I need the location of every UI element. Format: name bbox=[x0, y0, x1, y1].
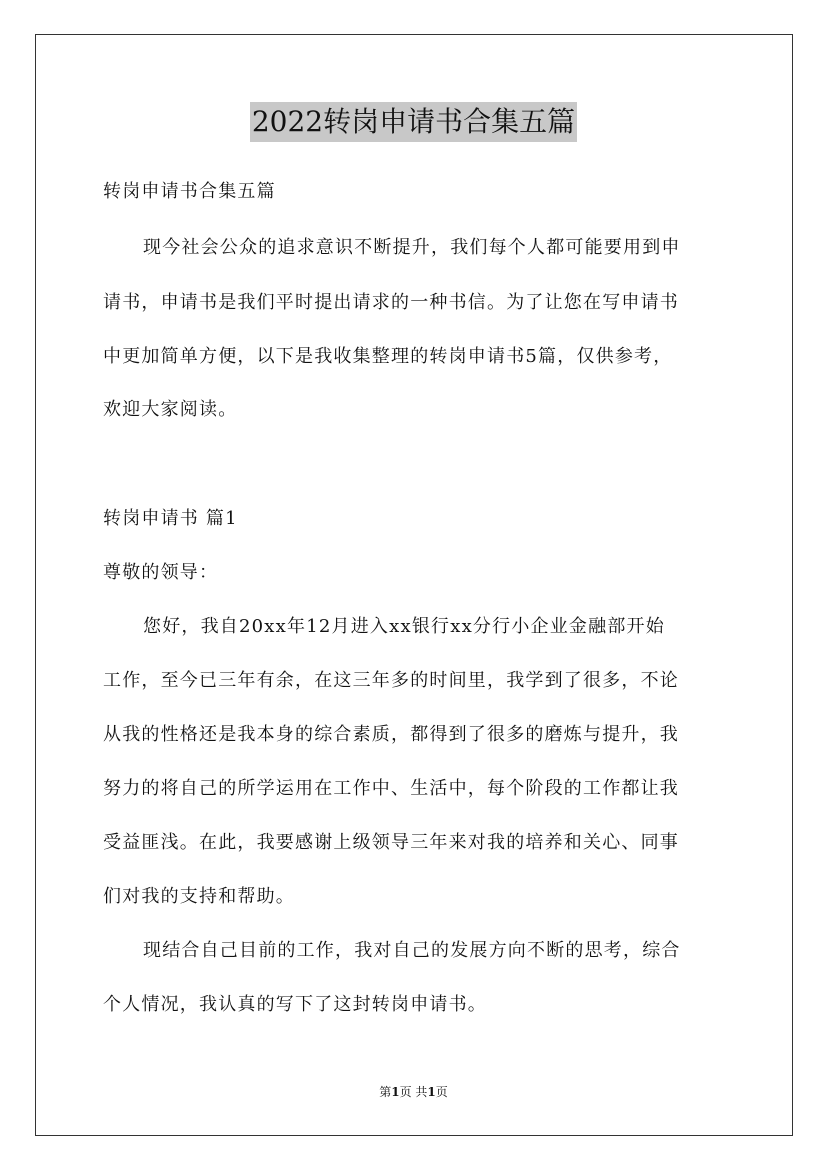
footer-page-current: 1 bbox=[391, 1085, 400, 1099]
body-line-8: 个人情况，我认真的写下了这封转岗申请书。 bbox=[103, 994, 487, 1015]
intro-line-2: 请书，申请书是我们平时提出请求的一种书信。为了让您在写申请书 bbox=[103, 292, 679, 313]
document-subtitle: 转岗申请书合集五篇 bbox=[103, 181, 276, 202]
intro-line-4: 欢迎大家阅读。 bbox=[103, 399, 238, 420]
body-line-3: 从我的性格还是我本身的综合素质，都得到了很多的磨炼与提升，我 bbox=[103, 724, 679, 745]
body-line-7: 现结合自己目前的工作，我对自己的发展方向不断的思考，综合 bbox=[143, 940, 681, 961]
document-title: 2022转岗申请书合集五篇 bbox=[250, 102, 577, 142]
footer-prefix: 第 bbox=[379, 1085, 392, 1099]
footer-page-total: 1 bbox=[427, 1085, 436, 1099]
section-heading: 转岗申请书 篇1 bbox=[103, 508, 238, 529]
body-line-4: 努力的将自己的所学运用在工作中、生活中，每个阶段的工作都让我 bbox=[103, 778, 679, 799]
footer-mid: 页 共 bbox=[399, 1085, 428, 1099]
salutation: 尊敬的领导： bbox=[103, 562, 219, 583]
body-line-6: 们对我的支持和帮助。 bbox=[103, 886, 295, 907]
intro-line-3: 中更加简单方便，以下是我收集整理的转岗申请书5篇，仅供参考， bbox=[103, 346, 673, 367]
body-line-1: 您好，我自20xx年12月进入xx银行xx分行小企业金融部开始 bbox=[143, 616, 665, 637]
page-footer bbox=[0, 1084, 827, 1100]
body-line-5: 受益匪浅。在此，我要感谢上级领导三年来对我的培养和关心、同事 bbox=[103, 832, 679, 853]
title-block bbox=[0, 102, 827, 142]
footer-suffix: 页 bbox=[435, 1085, 448, 1099]
body-line-2: 工作，至今已三年有余，在这三年多的时间里，我学到了很多，不论 bbox=[103, 670, 679, 691]
intro-line-1: 现今社会公众的追求意识不断提升，我们每个人都可能要用到申 bbox=[143, 237, 681, 258]
